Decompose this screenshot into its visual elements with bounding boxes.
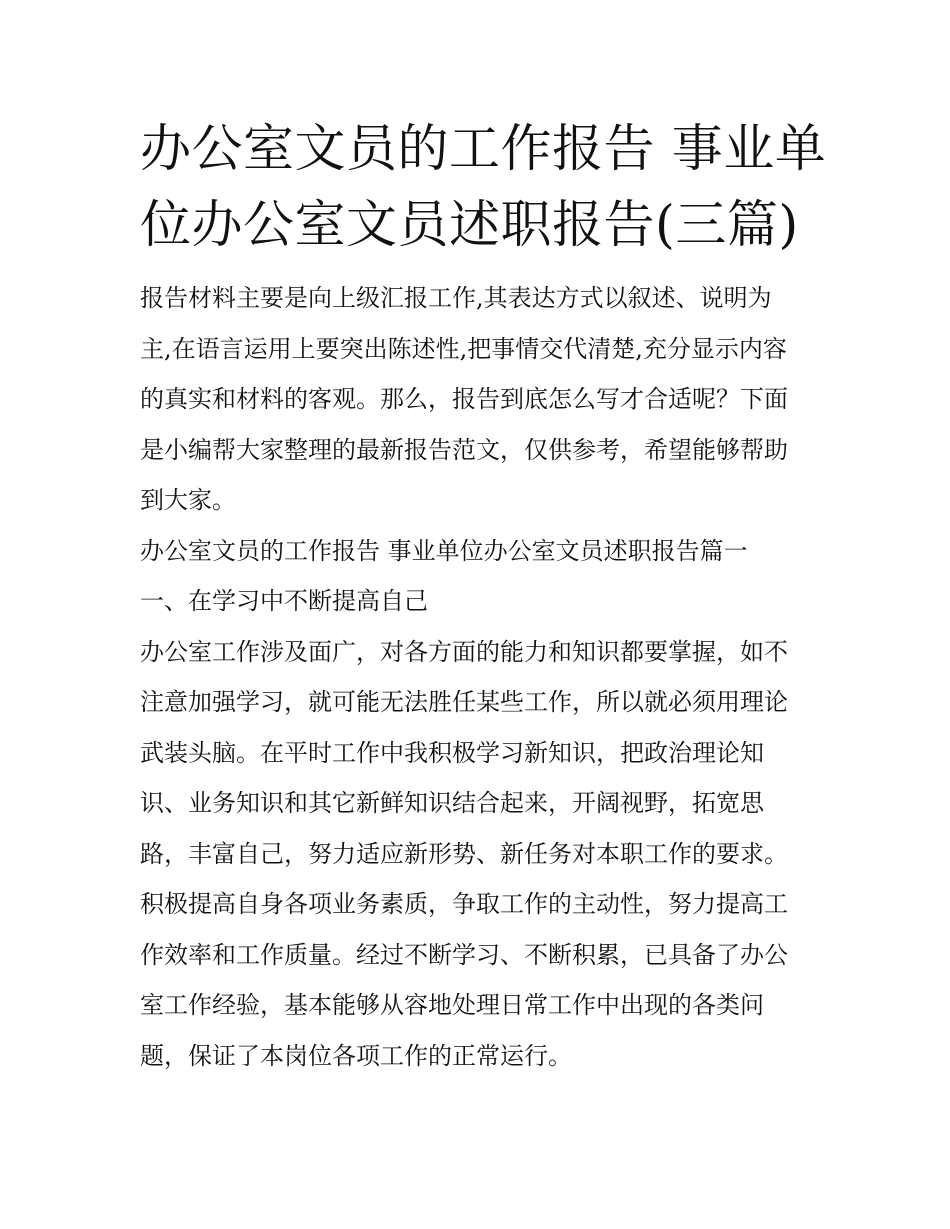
body-line: 识、业务知识和其它新鲜知识结合起来，开阔视野，拓宽思 <box>140 789 764 817</box>
body-line: 武装头脑。在平时工作中我积极学习新知识，把政治理论知 <box>140 738 764 767</box>
body-line: 办公室工作涉及面广，对各方面的能力和知识都要掌握，如不 <box>140 637 788 666</box>
intro-paragraph <box>140 273 812 526</box>
body-line: 作效率和工作质量。经过不断学习、不断积累，已具备了办公 <box>140 940 788 969</box>
title-line: 位办公室文员述职报告(三篇) <box>140 196 799 255</box>
section-heading: 办公室文员的工作报告 事业单位办公室文员述职报告篇一 <box>140 536 748 565</box>
intro-line: 主,在语言运用上要突出陈述性,把事情交代清楚,充分显示内容 <box>140 334 787 363</box>
intro-line: 的真实和材料的客观。那么，报告到底怎么写才合适呢？下面 <box>140 385 788 413</box>
intro-line: 是小编帮大家整理的最新报告范文，仅供参考，希望能够帮助 <box>140 435 788 464</box>
body-line: 路，丰富自己，努力适应新形势、新任务对本职工作的要求。 <box>140 839 788 868</box>
document-content <box>140 112 827 1081</box>
body-paragraph <box>140 627 812 1082</box>
title-line: 办公室文员的工作报告 事业单 <box>140 120 827 179</box>
intro-line: 到大家。 <box>140 486 236 514</box>
subheading: 一、在学习中不断提高自己 <box>140 587 428 615</box>
body-line: 注意加强学习，就可能无法胜任某些工作，所以就必须用理论 <box>140 688 788 716</box>
body-line: 积极提高自身各项业务素质，争取工作的主动性，努力提高工 <box>140 890 788 918</box>
body-line: 题，保证了本岗位各项工作的正常运行。 <box>140 1041 572 1070</box>
document-title <box>140 112 827 264</box>
intro-line: 报告材料主要是向上级汇报工作,其表达方式以叙述、说明为 <box>140 284 772 312</box>
body-line: 室工作经验，基本能够从容地处理日常工作中出现的各类问 <box>140 991 764 1019</box>
document-body <box>140 273 812 1081</box>
